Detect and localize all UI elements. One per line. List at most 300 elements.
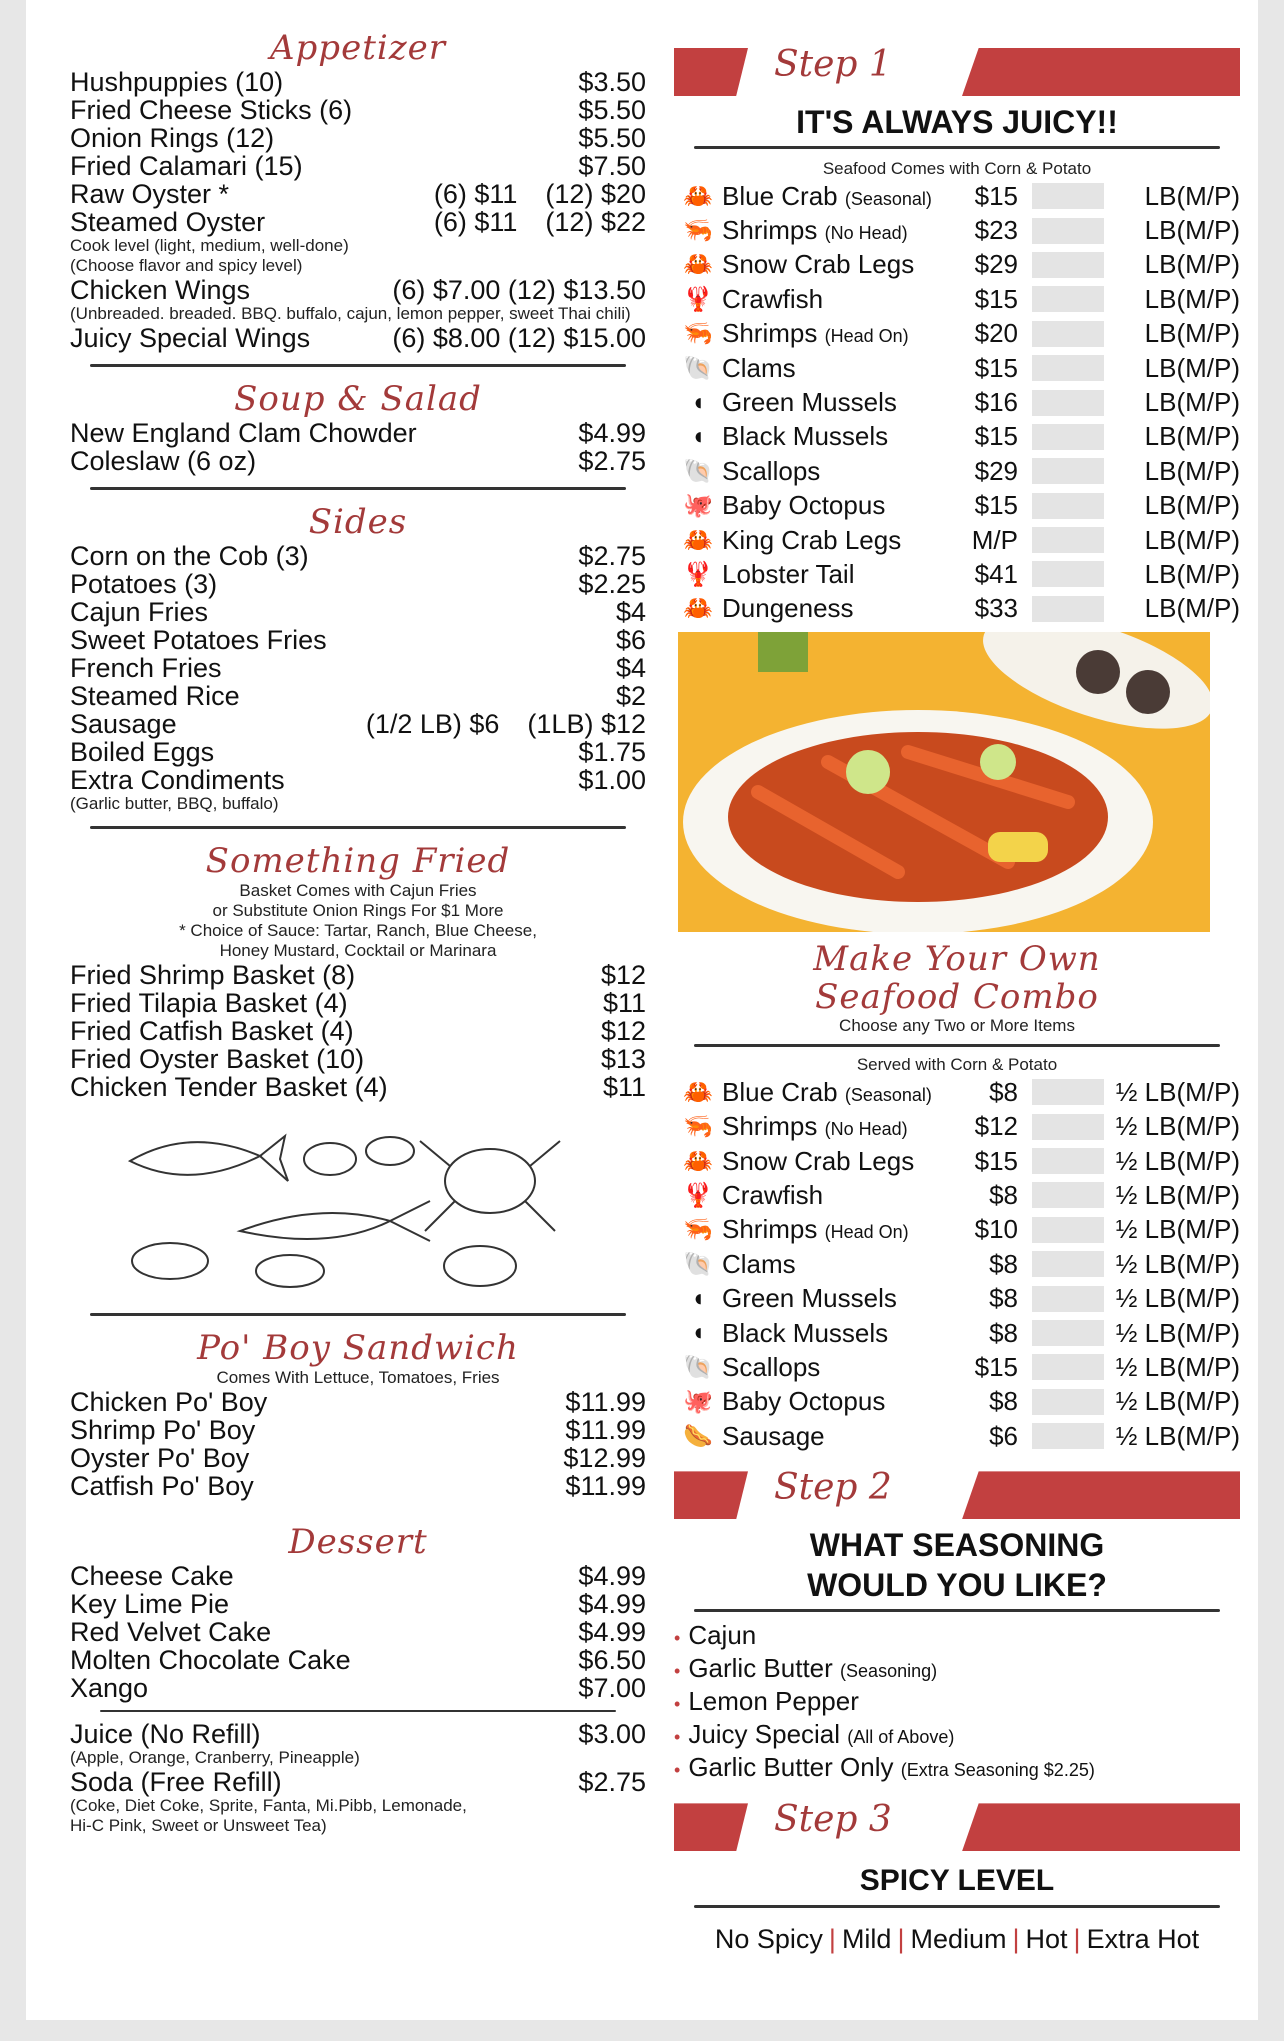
seafood-name	[722, 284, 954, 315]
fried-list	[70, 961, 646, 1101]
quantity-box[interactable]	[1032, 321, 1104, 347]
menu-item	[70, 1720, 646, 1748]
separator: |	[828, 1924, 836, 1955]
unit-label: ½ LB(M/P)	[1115, 1248, 1240, 1279]
item-price: $4	[615, 653, 646, 683]
combo-title: Make Your Own	[813, 939, 1101, 980]
scallop-icon	[444, 1246, 516, 1286]
crab-icon	[445, 1149, 535, 1213]
item-name: New England Clam Chowder	[70, 418, 417, 448]
item-price: (12) $22	[545, 207, 646, 237]
crawfish-icon: 🦞	[683, 1181, 713, 1209]
seafood-price: $29	[974, 455, 1018, 486]
seafood-price: $8	[989, 1179, 1018, 1210]
quantity-box[interactable]	[1032, 1389, 1104, 1415]
seafood-illustration	[70, 1111, 646, 1301]
octopus-icon: 🐙	[683, 1388, 713, 1416]
quantity-box[interactable]	[1032, 1114, 1104, 1140]
seafood-label: King Crab Legs	[722, 524, 902, 555]
seafood-name	[722, 1111, 954, 1142]
unit-label: ½ LB(M/P)	[1115, 1420, 1240, 1451]
quantity-box[interactable]	[1032, 252, 1104, 278]
item-name: Raw Oyster *	[70, 179, 230, 209]
seafood-row	[674, 213, 1240, 247]
seasoning-name: Lemon Pepper	[688, 1686, 859, 1717]
poboy-list	[70, 1388, 646, 1500]
seafood-name	[722, 1352, 954, 1383]
appetizer-note: (Choose flavor and spicy level)	[70, 256, 303, 275]
seafood-name	[722, 456, 954, 487]
quantity-box[interactable]	[1032, 1251, 1104, 1277]
combo-list	[674, 1075, 1240, 1453]
divider	[694, 1905, 1220, 1908]
menu-page	[26, 0, 1258, 2020]
item-name: Chicken Wings	[70, 275, 251, 305]
appetizer-list	[70, 68, 646, 236]
item-name: Steamed Oyster	[70, 207, 266, 237]
seafood-name	[722, 1318, 954, 1349]
quantity-box[interactable]	[1032, 493, 1104, 519]
item-name: French Fries	[70, 653, 222, 683]
seafood-row	[674, 1350, 1240, 1384]
menu-item	[70, 542, 646, 570]
seafood-label: Lobster Tail	[722, 558, 855, 589]
quantity-box[interactable]	[1032, 1182, 1104, 1208]
left-column	[70, 28, 646, 1836]
step-1-sub: Seafood Comes with Corn & Potato	[822, 159, 1092, 178]
menu-item	[70, 1045, 646, 1073]
spicy-level: Mild	[841, 1924, 892, 1955]
item-name: Xango	[70, 1673, 149, 1703]
seafood-name	[722, 1386, 954, 1417]
seafood-label: Baby Octopus	[722, 1386, 886, 1417]
quantity-box[interactable]	[1032, 1079, 1104, 1105]
item-price: $7.50	[578, 151, 646, 181]
step-label: Step 1	[774, 44, 892, 85]
step-1-headline: IT'S ALWAYS JUICY!!	[796, 104, 1118, 140]
menu-item	[70, 710, 646, 738]
shrimp-icon: 🦐	[683, 1113, 713, 1141]
seafood-list	[674, 179, 1240, 626]
menu-item	[70, 738, 646, 766]
mussel-icon	[304, 1143, 356, 1175]
unit-label: LB(M/P)	[1144, 558, 1240, 589]
combo-title: Seafood Combo	[815, 977, 1099, 1018]
quantity-box[interactable]	[1032, 561, 1104, 587]
combo-sub: Served with Corn & Potato	[856, 1055, 1058, 1075]
seafood-label: Blue Crab	[722, 180, 838, 211]
menu-item	[70, 1646, 646, 1674]
divider	[90, 1313, 626, 1316]
step-3-banner	[674, 1799, 1240, 1851]
item-name: Corn on the Cob (3)	[70, 541, 309, 571]
quantity-box[interactable]	[1032, 183, 1104, 209]
item-price: $11	[602, 1072, 646, 1102]
menu-item	[70, 208, 646, 236]
unit-label: LB(M/P)	[1144, 352, 1240, 383]
item-price: $11.99	[565, 1415, 646, 1445]
crab-icon: 🦀	[683, 1078, 713, 1106]
menu-item	[70, 1388, 646, 1416]
crab-icon: 🦀	[683, 182, 713, 210]
item-price: $4.99	[578, 1589, 646, 1619]
step-2-headline: WOULD YOU LIKE?	[807, 1567, 1107, 1604]
quantity-box[interactable]	[1032, 596, 1104, 622]
unit-label: ½ LB(M/P)	[1115, 1111, 1240, 1142]
divider	[90, 487, 626, 490]
menu-item	[70, 1618, 646, 1646]
item-price: (12) $20	[545, 179, 646, 209]
seafood-label: Green Mussels	[722, 1283, 897, 1314]
item-name: Potatoes (3)	[70, 569, 218, 599]
unit-label: LB(M/P)	[1144, 455, 1240, 486]
quantity-box[interactable]	[1032, 1354, 1104, 1380]
unit-label: ½ LB(M/P)	[1115, 1145, 1240, 1176]
item-price: $1.00	[578, 765, 646, 795]
seasoning-name: Garlic Butter	[688, 1653, 833, 1684]
seafood-row	[674, 317, 1240, 351]
seasoning-option	[674, 1686, 1240, 1719]
dessert-list	[70, 1562, 646, 1702]
seafood-qualifier: (Head On)	[824, 326, 909, 347]
seafood-price: $29	[974, 249, 1018, 280]
seafood-price: $8	[989, 1076, 1018, 1107]
item-price: $12	[600, 960, 646, 990]
item-price: (1LB) $12	[527, 709, 646, 739]
fish-icon	[130, 1142, 260, 1175]
divider	[694, 1609, 1220, 1612]
seafood-row	[674, 420, 1240, 454]
combo-desc: Choose any Two or More Items	[839, 1016, 1075, 1036]
fried-desc: or Substitute Onion Rings For $1 More	[212, 901, 504, 920]
seasoning-name: Juicy Special	[688, 1719, 841, 1750]
seafood-label: Scallops	[722, 1351, 821, 1382]
separator: |	[1073, 1924, 1081, 1955]
quantity-box[interactable]	[1032, 218, 1104, 244]
quantity-box[interactable]	[1032, 286, 1104, 312]
item-name: Red Velvet Cake	[70, 1617, 272, 1647]
seafood-name	[722, 387, 954, 418]
seafood-label: Black Mussels	[722, 421, 889, 452]
seafood-row	[674, 489, 1240, 523]
seafood-row	[674, 1316, 1240, 1350]
sides-note: (Garlic butter, BBQ, buffalo)	[70, 794, 279, 813]
item-price: $2.75	[578, 541, 646, 571]
seafood-name	[722, 1180, 954, 1211]
menu-item	[70, 324, 646, 352]
quantity-box[interactable]	[1032, 1320, 1104, 1346]
seafood-row	[674, 454, 1240, 488]
item-name: Extra Condiments	[70, 765, 285, 795]
item-name: Oyster Po' Boy	[70, 1443, 250, 1473]
item-price: $2.75	[578, 1767, 646, 1797]
fried-desc: Basket Comes with Cajun Fries	[239, 881, 477, 900]
item-price: $11.99	[565, 1387, 646, 1417]
unit-label: LB(M/P)	[1144, 490, 1240, 521]
item-price: $2.25	[578, 569, 646, 599]
seafood-qualifier: (Seasonal)	[844, 188, 932, 209]
item-name: Molten Chocolate Cake	[70, 1645, 351, 1675]
seafood-label: Blue Crab	[722, 1076, 838, 1107]
seafood-label: Dungeness	[722, 593, 854, 624]
seafood-label: Sausage	[722, 1420, 825, 1451]
menu-item	[70, 1073, 646, 1101]
menu-item	[70, 570, 646, 598]
seafood-label: Green Mussels	[722, 387, 897, 418]
item-name: Catfish Po' Boy	[70, 1471, 254, 1501]
shrimp-icon: 🦐	[683, 217, 713, 245]
item-price: $2.75	[578, 446, 646, 476]
seafood-name	[722, 421, 954, 452]
item-name: Fried Calamari (15)	[70, 151, 303, 181]
seafood-price: $15	[974, 352, 1018, 383]
poboy-desc: Comes With Lettuce, Tomatoes, Fries	[216, 1368, 500, 1387]
separator: |	[1012, 1924, 1020, 1955]
seafood-label: Clams	[722, 1248, 796, 1279]
divider	[100, 1710, 616, 1712]
menu-item	[70, 598, 646, 626]
fried-desc: Honey Mustard, Cocktail or Marinara	[219, 941, 497, 960]
seafood-row	[674, 1178, 1240, 1212]
spicy-level: Extra Hot	[1086, 1924, 1200, 1955]
item-name: Hushpuppies (10)	[70, 67, 284, 97]
seasoning-qualifier: (Extra Seasoning $2.25)	[900, 1760, 1095, 1781]
divider	[694, 146, 1220, 149]
item-price: $4.99	[578, 1617, 646, 1647]
unit-label: LB(M/P)	[1144, 215, 1240, 246]
seafood-price: $12	[974, 1111, 1018, 1142]
seafood-row	[674, 248, 1240, 282]
item-price: $11	[602, 988, 646, 1018]
seafood-price: $41	[974, 558, 1018, 589]
step-2-headline: WHAT SEASONING	[809, 1527, 1105, 1564]
quantity-box[interactable]	[1032, 1286, 1104, 1312]
menu-item	[70, 654, 646, 682]
step-1-banner	[674, 44, 1240, 96]
juice-note: (Apple, Orange, Cranberry, Pineapple)	[70, 1748, 360, 1767]
seafood-row	[674, 1385, 1240, 1419]
item-name: Boiled Eggs	[70, 737, 215, 767]
item-price: $3.00	[578, 1719, 646, 1749]
item-price: $4.99	[578, 418, 646, 448]
item-price: $6.50	[578, 1645, 646, 1675]
seafood-price: $15	[974, 1145, 1018, 1176]
divider	[90, 364, 626, 367]
item-name: Steamed Rice	[70, 681, 240, 711]
seafood-name	[722, 1214, 954, 1245]
item-price: (6) $8.00 (12) $15.00	[392, 323, 646, 353]
seafood-row	[674, 282, 1240, 316]
quantity-box[interactable]	[1032, 1423, 1104, 1449]
seafood-price: $33	[974, 593, 1018, 624]
seafood-name	[722, 1249, 954, 1280]
unit-label: ½ LB(M/P)	[1115, 1317, 1240, 1348]
item-price: $13	[600, 1044, 646, 1074]
seasoning-name: Garlic Butter Only	[688, 1752, 894, 1783]
mussel-icon: ◖	[690, 1319, 706, 1346]
menu-item	[70, 96, 646, 124]
seafood-name	[722, 181, 954, 212]
dungeness-icon: 🦀	[683, 595, 713, 623]
seafood-price: $20	[974, 318, 1018, 349]
item-price: $6	[615, 625, 646, 655]
seafood-price: $8	[989, 1248, 1018, 1279]
sides-list	[70, 542, 646, 794]
seafood-label: Shrimps	[722, 318, 818, 349]
item-name: Shrimp Po' Boy	[70, 1415, 256, 1445]
item-price: $4	[615, 597, 646, 627]
seafood-name	[722, 1283, 954, 1314]
seafood-photo	[678, 632, 1210, 932]
quantity-box[interactable]	[1032, 1148, 1104, 1174]
seafood-name	[722, 559, 954, 590]
seafood-row	[674, 1075, 1240, 1109]
quantity-box[interactable]	[1032, 424, 1104, 450]
item-name: Fried Oyster Basket (10)	[70, 1044, 365, 1074]
seafood-qualifier: (Seasonal)	[844, 1084, 932, 1105]
item-price: $5.50	[578, 95, 646, 125]
menu-item	[70, 447, 646, 475]
quantity-box[interactable]	[1032, 355, 1104, 381]
seafood-row	[674, 1281, 1240, 1315]
soup-list	[70, 419, 646, 475]
seasoning-qualifier: (Seasoning)	[840, 1661, 938, 1682]
seafood-row	[674, 523, 1240, 557]
quantity-box[interactable]	[1032, 390, 1104, 416]
quantity-box[interactable]	[1032, 527, 1104, 553]
step-3-headline: SPICY LEVEL	[859, 1864, 1055, 1898]
seafood-row	[674, 1213, 1240, 1247]
shrimp-head-icon: 🦐	[683, 320, 713, 348]
crawfish-icon: 🦞	[683, 285, 713, 313]
unit-label: LB(M/P)	[1144, 524, 1240, 555]
right-column	[674, 36, 1240, 1955]
unit-label: LB(M/P)	[1144, 593, 1240, 624]
seafood-price: $15	[974, 1351, 1018, 1382]
menu-item	[70, 152, 646, 180]
seafood-row	[674, 557, 1240, 591]
seafood-row	[674, 385, 1240, 419]
item-price-small: (1/2 LB) $6	[365, 709, 500, 739]
quantity-box[interactable]	[1032, 1217, 1104, 1243]
seafood-price: $6	[989, 1420, 1018, 1451]
menu-item	[70, 1472, 646, 1500]
seafood-row	[674, 1109, 1240, 1143]
menu-item	[70, 1590, 646, 1618]
seafood-price: $23	[974, 215, 1018, 246]
scallop-icon: 🐚	[683, 1353, 713, 1381]
menu-item	[70, 989, 646, 1017]
seafood-name	[722, 525, 954, 556]
soda-note: Hi-C Pink, Sweet or Unsweet Tea)	[70, 1816, 327, 1835]
item-name: Key Lime Pie	[70, 1589, 230, 1619]
menu-item	[70, 682, 646, 710]
seafood-price: $15	[974, 283, 1018, 314]
seafood-name	[722, 318, 954, 349]
menu-item	[70, 766, 646, 794]
menu-item	[70, 276, 646, 304]
clam-icon: 🐚	[683, 1250, 713, 1278]
unit-label: ½ LB(M/P)	[1115, 1351, 1240, 1382]
snow-crab-icon: 🦀	[683, 251, 713, 279]
seafood-price: $15	[974, 490, 1018, 521]
seafood-label: Clams	[722, 352, 796, 383]
seasoning-list	[674, 1620, 1240, 1785]
seafood-label: Snow Crab Legs	[722, 1145, 915, 1176]
spicy-level: No Spicy	[714, 1924, 823, 1955]
seafood-name	[722, 593, 954, 624]
section-title-soup: Soup & Salad	[234, 379, 482, 419]
seafood-row	[674, 351, 1240, 385]
oyster-icon	[132, 1243, 208, 1279]
soda-note: (Coke, Diet Coke, Sprite, Fanta, Mi.Pibb, Lemonade,	[70, 1796, 467, 1815]
seafood-row	[674, 179, 1240, 213]
fried-desc: * Choice of Sauce: Tartar, Ranch, Blue Cheese,	[179, 921, 537, 940]
wings-note: (Unbreaded. breaded. BBQ. buffalo, cajun, lemon pepper, sweet Thai chili)	[70, 304, 631, 323]
seasoning-option	[674, 1752, 1240, 1785]
mussel-icon: ◖	[690, 1284, 706, 1312]
unit-label: LB(M/P)	[1144, 421, 1240, 452]
item-price: (6) $7.00 (12) $13.50	[392, 275, 646, 305]
item-name: Cajun Fries	[70, 597, 209, 627]
seafood-price: M/P	[971, 524, 1018, 555]
item-name: Soda (Free Refill)	[70, 1767, 282, 1797]
seafood-label: Crawfish	[722, 283, 824, 314]
unit-label: LB(M/P)	[1144, 180, 1240, 211]
menu-item	[70, 180, 646, 208]
unit-label: ½ LB(M/P)	[1115, 1283, 1240, 1314]
item-name: Onion Rings (12)	[70, 123, 275, 153]
item-price: $5.50	[578, 123, 646, 153]
unit-label: LB(M/P)	[1144, 283, 1240, 314]
item-name: Chicken Po' Boy	[70, 1387, 268, 1417]
seafood-price: $8	[989, 1283, 1018, 1314]
step-2-banner	[674, 1467, 1240, 1519]
quantity-box[interactable]	[1032, 458, 1104, 484]
menu-item	[70, 419, 646, 447]
item-name: Fried Catfish Basket (4)	[70, 1016, 354, 1046]
seafood-row	[674, 1247, 1240, 1281]
seafood-label: Shrimps	[722, 1111, 818, 1142]
step-label: Step 2	[774, 1467, 892, 1509]
seafood-qualifier: (Head On)	[824, 1222, 909, 1243]
seasoning-option	[674, 1653, 1240, 1686]
seafood-price: $16	[974, 387, 1018, 418]
mussel-icon: ◖	[690, 422, 706, 450]
seasoning-name: Cajun	[688, 1620, 757, 1651]
lobster-icon	[240, 1213, 390, 1239]
unit-label: ½ LB(M/P)	[1115, 1214, 1240, 1245]
seasoning-option	[674, 1620, 1240, 1653]
separator: |	[897, 1924, 905, 1955]
item-name: Fried Tilapia Basket (4)	[70, 988, 348, 1018]
menu-item	[70, 1674, 646, 1702]
menu-item	[70, 1444, 646, 1472]
menu-item	[70, 1416, 646, 1444]
item-name: Chicken Tender Basket (4)	[70, 1072, 388, 1102]
mussel-icon: ◖	[690, 388, 706, 416]
item-name: Fried Shrimp Basket (8)	[70, 960, 356, 990]
octopus-icon: 🐙	[683, 492, 713, 520]
unit-label: ½ LB(M/P)	[1115, 1076, 1240, 1107]
seafood-row	[674, 1144, 1240, 1178]
section-title-dessert: Dessert	[288, 1522, 428, 1562]
sausage-icon: 🌭	[683, 1422, 713, 1450]
appetizer-note: Cook level (light, medium, well-done)	[70, 236, 349, 255]
section-title-appetizer: Appetizer	[269, 28, 447, 68]
unit-label: LB(M/P)	[1144, 318, 1240, 349]
seafood-qualifier: (No Head)	[824, 223, 908, 244]
